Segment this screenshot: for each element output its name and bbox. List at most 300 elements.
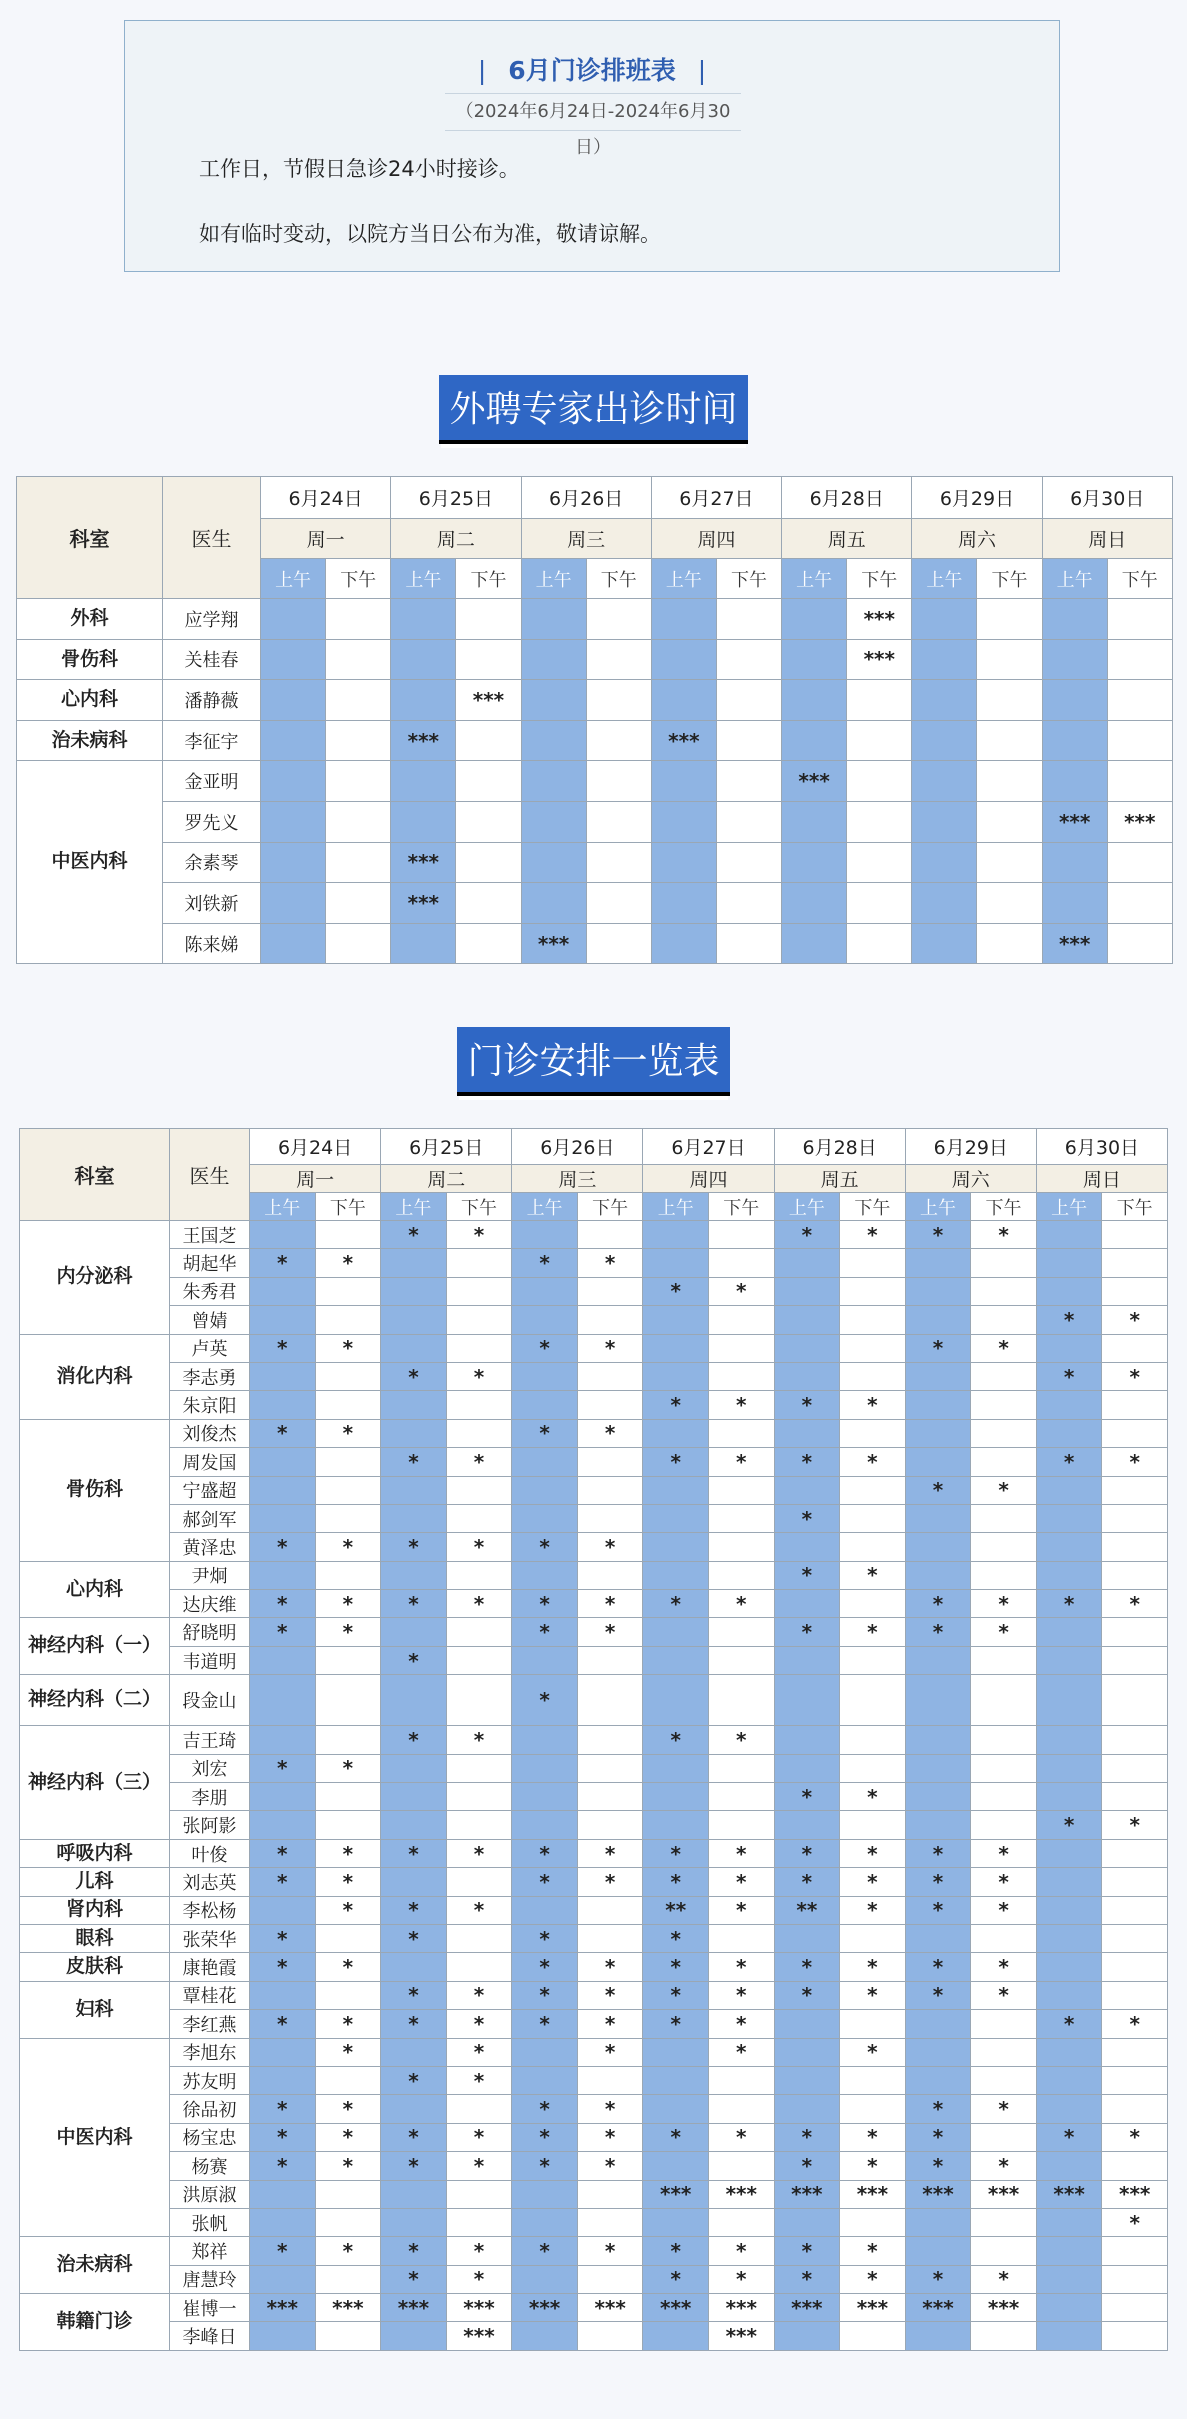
schedule-cell xyxy=(326,883,391,924)
schedule-cell xyxy=(1102,1419,1168,1447)
schedule-cell: * xyxy=(840,1953,906,1981)
schedule-cell: * xyxy=(315,1839,381,1867)
schedule-cell: *** xyxy=(1102,2180,1168,2208)
schedule-cell xyxy=(977,720,1042,761)
schedule-cell xyxy=(446,1811,512,1839)
schedule-cell xyxy=(446,1334,512,1362)
schedule-cell xyxy=(512,2066,578,2094)
schedule-cell: * xyxy=(250,1618,316,1646)
weekday-header: 周六 xyxy=(912,519,1042,559)
schedule-cell xyxy=(905,2322,971,2350)
schedule-cell xyxy=(261,639,326,680)
department-cell: 内分泌科 xyxy=(20,1221,170,1335)
pm-header: 下午 xyxy=(456,559,521,599)
schedule-cell: * xyxy=(315,2038,381,2066)
department-cell: 皮肤科 xyxy=(20,1953,170,1981)
schedule-cell xyxy=(446,2180,512,2208)
schedule-cell xyxy=(840,1504,906,1532)
schedule-cell xyxy=(250,1448,316,1476)
am-header: 上午 xyxy=(905,1193,971,1221)
schedule-cell xyxy=(840,2208,906,2236)
schedule-cell xyxy=(905,1754,971,1782)
section-heading-outpatient xyxy=(0,1027,1187,1096)
schedule-cell xyxy=(643,2322,709,2350)
schedule-cell xyxy=(977,761,1042,802)
schedule-cell: * xyxy=(315,2010,381,2038)
schedule-cell xyxy=(971,1754,1037,1782)
schedule-cell xyxy=(708,1811,774,1839)
schedule-cell: *** xyxy=(774,2180,840,2208)
schedule-cell xyxy=(643,1306,709,1334)
schedule-cell: *** xyxy=(774,2294,840,2322)
schedule-cell xyxy=(250,2265,316,2293)
date-header: 6月25日 xyxy=(391,477,521,519)
doctor-name: 张荣华 xyxy=(170,1924,250,1952)
schedule-cell: * xyxy=(446,1896,512,1924)
department-cell: 神经内科（二） xyxy=(20,1675,170,1726)
schedule-cell: * xyxy=(971,2265,1037,2293)
table-row xyxy=(20,2123,1168,2151)
table-row xyxy=(20,1561,1168,1589)
schedule-cell xyxy=(912,801,977,842)
schedule-cell: * xyxy=(446,1839,512,1867)
doctor-name: 徐品初 xyxy=(170,2095,250,2123)
notice-title-row xyxy=(125,51,1059,87)
schedule-cell xyxy=(971,1249,1037,1277)
schedule-cell: * xyxy=(315,1249,381,1277)
schedule-cell xyxy=(381,2322,447,2350)
schedule-cell: *** xyxy=(708,2294,774,2322)
schedule-cell: * xyxy=(512,1839,578,1867)
table-row xyxy=(20,1249,1168,1277)
schedule-cell xyxy=(643,2152,709,2180)
schedule-cell xyxy=(1042,680,1107,721)
schedule-cell xyxy=(521,801,586,842)
schedule-cell: *** xyxy=(577,2294,643,2322)
schedule-cell xyxy=(315,1221,381,1249)
department-cell: 外科 xyxy=(17,599,163,640)
table-row xyxy=(20,2152,1168,2180)
schedule-cell xyxy=(446,1249,512,1277)
schedule-cell xyxy=(577,1811,643,1839)
schedule-cell xyxy=(315,1981,381,2009)
table-row xyxy=(17,599,1173,640)
schedule-cell xyxy=(250,2038,316,2066)
schedule-cell xyxy=(971,1811,1037,1839)
schedule-cell: * xyxy=(708,2038,774,2066)
schedule-cell: * xyxy=(643,1391,709,1419)
schedule-cell: * xyxy=(577,1590,643,1618)
schedule-cell: * xyxy=(315,1334,381,1362)
schedule-cell xyxy=(586,761,651,802)
schedule-cell xyxy=(586,639,651,680)
schedule-cell xyxy=(315,2180,381,2208)
schedule-cell: * xyxy=(315,1419,381,1447)
schedule-cell xyxy=(1102,2237,1168,2265)
schedule-cell xyxy=(577,1896,643,1924)
schedule-cell xyxy=(381,1249,447,1277)
expert-schedule-table xyxy=(16,476,1173,964)
schedule-cell: * xyxy=(643,2123,709,2151)
weekday-header: 周二 xyxy=(381,1165,512,1193)
table-row xyxy=(20,1675,1168,1726)
schedule-cell xyxy=(1036,1221,1102,1249)
schedule-cell xyxy=(391,599,456,640)
schedule-cell: * xyxy=(840,2038,906,2066)
schedule-cell xyxy=(774,1277,840,1305)
dept-header: 科室 xyxy=(20,1129,170,1221)
schedule-cell xyxy=(847,761,912,802)
schedule-cell xyxy=(1036,1618,1102,1646)
schedule-cell xyxy=(512,2265,578,2293)
schedule-cell: * xyxy=(774,1868,840,1896)
weekday-header: 周五 xyxy=(774,1165,905,1193)
schedule-cell xyxy=(1036,1953,1102,1981)
schedule-cell xyxy=(971,1277,1037,1305)
schedule-cell xyxy=(512,1448,578,1476)
schedule-cell xyxy=(905,1419,971,1447)
table-row xyxy=(20,1306,1168,1334)
schedule-cell: * xyxy=(708,2237,774,2265)
schedule-cell: * xyxy=(774,1391,840,1419)
doctor-name: 朱秀君 xyxy=(170,1277,250,1305)
table-row xyxy=(17,639,1173,680)
schedule-cell xyxy=(381,2095,447,2123)
schedule-cell xyxy=(1102,1646,1168,1674)
schedule-cell: * xyxy=(840,1618,906,1646)
table-row xyxy=(17,801,1173,842)
schedule-cell xyxy=(1036,1981,1102,2009)
schedule-cell xyxy=(1042,761,1107,802)
schedule-cell: *** xyxy=(651,720,716,761)
schedule-cell: * xyxy=(840,1839,906,1867)
schedule-cell xyxy=(381,1504,447,1532)
department-cell: 儿科 xyxy=(20,1868,170,1896)
schedule-cell: * xyxy=(840,1783,906,1811)
schedule-cell: * xyxy=(643,2265,709,2293)
doctor-name: 韦道明 xyxy=(170,1646,250,1674)
schedule-cell xyxy=(586,720,651,761)
schedule-cell xyxy=(456,923,521,964)
schedule-cell xyxy=(315,2265,381,2293)
am-header: 上午 xyxy=(1042,559,1107,599)
doctor-name: 刘志英 xyxy=(170,1868,250,1896)
doctor-name: 唐慧玲 xyxy=(170,2265,250,2293)
schedule-cell xyxy=(315,1391,381,1419)
schedule-cell: * xyxy=(1036,1362,1102,1390)
schedule-cell: * xyxy=(250,1419,316,1447)
schedule-cell xyxy=(840,1476,906,1504)
schedule-cell xyxy=(577,1754,643,1782)
schedule-cell xyxy=(261,720,326,761)
schedule-cell: * xyxy=(840,1561,906,1589)
date-header: 6月24日 xyxy=(250,1129,381,1165)
section-heading-experts-text: 外聘专家出诊时间 xyxy=(439,375,747,444)
schedule-cell xyxy=(912,761,977,802)
schedule-cell xyxy=(847,883,912,924)
schedule-cell: *** xyxy=(521,923,586,964)
schedule-cell xyxy=(651,599,716,640)
table-row xyxy=(17,842,1173,883)
schedule-cell xyxy=(716,842,781,883)
schedule-cell xyxy=(971,1561,1037,1589)
table-row xyxy=(20,1726,1168,1754)
schedule-cell: * xyxy=(315,2152,381,2180)
schedule-cell xyxy=(971,1391,1037,1419)
am-header: 上午 xyxy=(774,1193,840,1221)
schedule-cell: * xyxy=(905,1590,971,1618)
schedule-cell: * xyxy=(708,1448,774,1476)
schedule-cell xyxy=(847,680,912,721)
date-header: 6月28日 xyxy=(774,1129,905,1165)
schedule-cell xyxy=(977,680,1042,721)
schedule-cell xyxy=(512,1221,578,1249)
schedule-cell xyxy=(905,1783,971,1811)
schedule-cell: * xyxy=(840,2237,906,2265)
schedule-cell: * xyxy=(250,1533,316,1561)
doctor-name: 李志勇 xyxy=(170,1362,250,1390)
schedule-cell xyxy=(1102,1868,1168,1896)
schedule-cell xyxy=(977,842,1042,883)
schedule-cell xyxy=(446,1391,512,1419)
weekday-header: 周一 xyxy=(250,1165,381,1193)
table-row xyxy=(20,1618,1168,1646)
schedule-cell xyxy=(381,1675,447,1726)
schedule-cell: * xyxy=(905,2152,971,2180)
schedule-cell xyxy=(651,761,716,802)
schedule-cell: *** xyxy=(1107,801,1172,842)
schedule-cell: * xyxy=(1102,1811,1168,1839)
schedule-cell xyxy=(1036,2322,1102,2350)
schedule-cell xyxy=(261,599,326,640)
schedule-cell xyxy=(643,1646,709,1674)
pm-header: 下午 xyxy=(716,559,781,599)
schedule-cell xyxy=(261,801,326,842)
doctor-name: 王国芝 xyxy=(170,1221,250,1249)
schedule-cell xyxy=(905,1306,971,1334)
schedule-cell: *** xyxy=(456,680,521,721)
weekday-header: 周三 xyxy=(521,519,651,559)
schedule-cell xyxy=(512,1476,578,1504)
doctor-name: 尹炯 xyxy=(170,1561,250,1589)
schedule-cell: * xyxy=(708,2010,774,2038)
schedule-cell xyxy=(521,761,586,802)
schedule-cell xyxy=(446,1754,512,1782)
notice-title: 6月门诊排班表 xyxy=(508,56,676,85)
schedule-cell xyxy=(512,1561,578,1589)
schedule-cell xyxy=(381,1754,447,1782)
schedule-cell: *** xyxy=(905,2180,971,2208)
schedule-cell xyxy=(643,1476,709,1504)
schedule-cell xyxy=(1107,720,1172,761)
schedule-cell xyxy=(577,1924,643,1952)
schedule-cell xyxy=(774,2095,840,2123)
schedule-cell xyxy=(577,1277,643,1305)
schedule-cell xyxy=(577,2208,643,2236)
schedule-cell xyxy=(905,2208,971,2236)
schedule-cell xyxy=(847,801,912,842)
schedule-cell xyxy=(840,1249,906,1277)
schedule-cell xyxy=(250,2322,316,2350)
schedule-cell xyxy=(643,1362,709,1390)
schedule-cell xyxy=(381,2208,447,2236)
schedule-cell xyxy=(326,842,391,883)
weekday-header: 周一 xyxy=(261,519,391,559)
department-cell: 心内科 xyxy=(17,680,163,721)
schedule-cell: * xyxy=(774,1618,840,1646)
doctor-name: 洪原淑 xyxy=(170,2180,250,2208)
schedule-cell: * xyxy=(643,1726,709,1754)
schedule-cell xyxy=(250,1504,316,1532)
schedule-cell: * xyxy=(643,1981,709,2009)
schedule-cell xyxy=(381,1868,447,1896)
schedule-cell: * xyxy=(971,1868,1037,1896)
schedule-cell xyxy=(1102,1618,1168,1646)
schedule-cell: * xyxy=(1102,1590,1168,1618)
doctor-name: 朱京阳 xyxy=(170,1391,250,1419)
doctor-name: 杨宝忠 xyxy=(170,2123,250,2151)
department-cell: 肾内科 xyxy=(20,1896,170,1924)
doctor-name: 舒晓明 xyxy=(170,1618,250,1646)
schedule-cell xyxy=(977,883,1042,924)
schedule-cell: * xyxy=(971,1953,1037,1981)
table-row xyxy=(20,2322,1168,2350)
schedule-cell: * xyxy=(774,1561,840,1589)
schedule-cell: * xyxy=(250,1953,316,1981)
pm-header: 下午 xyxy=(971,1193,1037,1221)
schedule-cell: * xyxy=(446,1981,512,2009)
doctor-header: 医生 xyxy=(170,1129,250,1221)
schedule-cell xyxy=(774,2066,840,2094)
schedule-cell xyxy=(905,1646,971,1674)
schedule-cell xyxy=(381,1419,447,1447)
schedule-cell xyxy=(1107,923,1172,964)
schedule-cell xyxy=(250,1221,316,1249)
schedule-cell: *** xyxy=(971,2294,1037,2322)
department-cell: 神经内科（三） xyxy=(20,1726,170,1840)
schedule-cell xyxy=(1042,883,1107,924)
schedule-cell xyxy=(446,1675,512,1726)
schedule-cell: *** xyxy=(782,761,847,802)
date-header: 6月25日 xyxy=(381,1129,512,1165)
schedule-cell: * xyxy=(971,2095,1037,2123)
schedule-cell xyxy=(971,1419,1037,1447)
schedule-cell xyxy=(446,1476,512,1504)
schedule-cell xyxy=(643,2208,709,2236)
schedule-cell xyxy=(512,1362,578,1390)
table-row xyxy=(20,2038,1168,2066)
table-row xyxy=(20,2294,1168,2322)
date-header: 6月28日 xyxy=(782,477,912,519)
schedule-cell xyxy=(261,761,326,802)
schedule-cell xyxy=(1036,2038,1102,2066)
schedule-cell xyxy=(381,1618,447,1646)
doctor-name: 张帆 xyxy=(170,2208,250,2236)
schedule-cell: * xyxy=(708,2265,774,2293)
schedule-cell xyxy=(577,1448,643,1476)
schedule-cell xyxy=(512,1783,578,1811)
schedule-cell: * xyxy=(905,1896,971,1924)
schedule-cell: * xyxy=(446,1533,512,1561)
weekday-header: 周日 xyxy=(1042,519,1172,559)
schedule-cell: * xyxy=(512,2010,578,2038)
schedule-cell: * xyxy=(708,1391,774,1419)
table-row xyxy=(20,2066,1168,2094)
schedule-cell xyxy=(250,2180,316,2208)
schedule-cell xyxy=(577,1783,643,1811)
schedule-cell xyxy=(1102,1221,1168,1249)
schedule-cell: * xyxy=(774,1783,840,1811)
schedule-cell xyxy=(1102,2095,1168,2123)
schedule-cell: * xyxy=(708,1981,774,2009)
schedule-cell xyxy=(651,801,716,842)
date-header: 6月29日 xyxy=(912,477,1042,519)
schedule-cell: *** xyxy=(643,2294,709,2322)
doctor-name: 罗先义 xyxy=(163,801,261,842)
schedule-cell: * xyxy=(512,1981,578,2009)
schedule-cell: * xyxy=(315,2123,381,2151)
department-cell: 眼科 xyxy=(20,1924,170,1952)
schedule-cell: * xyxy=(708,1590,774,1618)
doctor-name: 应学翔 xyxy=(163,599,261,640)
schedule-cell xyxy=(1102,1924,1168,1952)
schedule-cell xyxy=(1102,2322,1168,2350)
weekday-header: 周四 xyxy=(651,519,781,559)
schedule-cell: * xyxy=(512,1334,578,1362)
table-row xyxy=(20,1590,1168,1618)
schedule-cell xyxy=(912,720,977,761)
schedule-cell xyxy=(643,1533,709,1561)
schedule-cell xyxy=(512,1754,578,1782)
schedule-cell xyxy=(456,599,521,640)
schedule-cell: * xyxy=(971,1590,1037,1618)
schedule-cell xyxy=(1036,1924,1102,1952)
schedule-cell xyxy=(577,1726,643,1754)
schedule-cell xyxy=(643,1675,709,1726)
schedule-cell: * xyxy=(446,1726,512,1754)
schedule-cell xyxy=(512,1391,578,1419)
schedule-cell: * xyxy=(708,1896,774,1924)
schedule-cell: * xyxy=(774,1448,840,1476)
doctor-name: 胡起华 xyxy=(170,1249,250,1277)
schedule-cell xyxy=(1102,1783,1168,1811)
schedule-cell xyxy=(250,1783,316,1811)
schedule-cell xyxy=(1036,1476,1102,1504)
schedule-cell xyxy=(315,1504,381,1532)
schedule-cell xyxy=(977,923,1042,964)
department-cell: 治未病科 xyxy=(17,720,163,761)
table-row xyxy=(20,1839,1168,1867)
schedule-cell xyxy=(905,1726,971,1754)
schedule-cell xyxy=(643,2095,709,2123)
weekday-header: 周五 xyxy=(782,519,912,559)
schedule-cell xyxy=(446,2095,512,2123)
schedule-cell xyxy=(708,1306,774,1334)
schedule-cell: * xyxy=(1036,1590,1102,1618)
schedule-cell xyxy=(716,883,781,924)
schedule-cell: * xyxy=(315,1896,381,1924)
doctor-name: 刘俊杰 xyxy=(170,1419,250,1447)
schedule-cell xyxy=(643,1249,709,1277)
schedule-cell xyxy=(708,2066,774,2094)
schedule-cell: * xyxy=(774,2237,840,2265)
pm-header: 下午 xyxy=(708,1193,774,1221)
doctor-name: 李征宇 xyxy=(163,720,261,761)
schedule-cell xyxy=(326,923,391,964)
date-header: 6月26日 xyxy=(521,477,651,519)
schedule-cell xyxy=(586,842,651,883)
schedule-cell: * xyxy=(512,1675,578,1726)
